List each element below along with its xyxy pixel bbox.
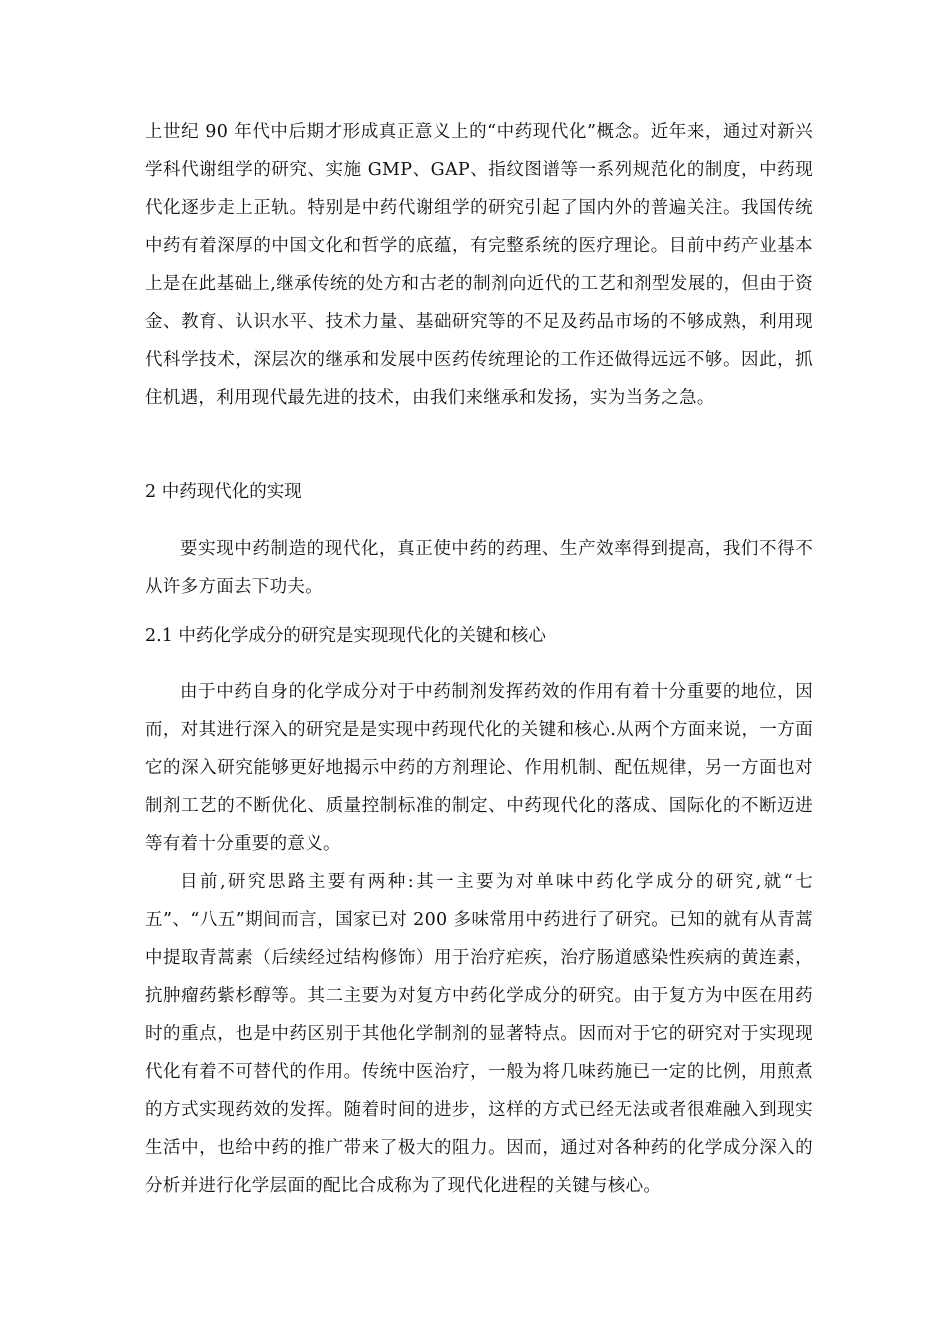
paragraph-modernization-background: 上世纪 90 年代中后期才形成真正意义上的“中药现代化”概念。近年来，通过对新兴学科代谢组学的研究、实施 GMP、GAP、指纹图谱等一系列规范化的制度，中药现代化逐步走上正轨。特别是中药代谢组学的研究引起了国内外的普遍关注。我国传统中药有着深厚的中国文化和哲学的底蕴，有完整系统的医疗理论。目前中药产业基本上是在此基础上,继承传统的处方和古老的制剂向近代的工艺和剂型发展的，但由于资金、教育、认识水平、技术力量、基础研究等的不足及药品市场的不够成熟，利用现代科学技术，深层次的继承和发展中医药传统理论的工作还做得远远不够。因此，抓住机遇，利用现代最先进的技术，由我们来继承和发扬，实为当务之急。 xyxy=(145,122,813,408)
paragraph-research-approaches: 目前,研究思路主要有两种:其一主要为对单味中药化学成分的研究,就“七五”、“八五”期间而言，国家已对 200 多味常用中药进行了研究。已知的就有从青蒿中提取青蒿素（后续经过结构修饰）用于治疗疟疾，治疗肠道感染性疾病的黄连素，抗肿瘤药紫杉醇等。其二主要为对复方中药化学成分的研究。由于复方为中医在用药时的重点，也是中药区别于其他化学制剂的显著特点。因而对于它的研究对于实现现代化有着不可替代的作用。传统中医治疗，一般为将几味药施已一定的比例，用煎煮的方式实现药效的发挥。随着时间的进步，这样的方式已经无法或者很难融入到现实生活中，也给中药的推广带来了极大的阻力。因而，通过对各种药的化学成分深入的分析并进行化学层面的配比合成称为了现代化进程的关键与核心。 xyxy=(145,872,813,1196)
paragraph-chemical-components: 由于中药自身的化学成分对于中药制剂发挥药效的作用有着十分重要的地位，因而，对其进行深入的研究是是实现中药现代化的关键和核心.从两个方面来说，一方面它的深入研究能够更好地揭示中药的方剂理论、作用机制、配伍规律，另一方面也对制剂工艺的不断优化、质量控制标准的制定、中药现代化的落成、国际化的不断迈进等有着十分重要的意义。 xyxy=(145,682,813,854)
subsection-heading-2-1: 2.1 中药化学成分的研究是实现现代化的关键和核心 xyxy=(145,626,546,646)
section-heading-2: 2 中药现代化的实现 xyxy=(145,482,302,502)
paragraph-section-2-intro: 要实现中药制造的现代化，真正使中药的药理、生产效率得到提高，我们不得不从许多方面去下功夫。 xyxy=(145,539,813,597)
